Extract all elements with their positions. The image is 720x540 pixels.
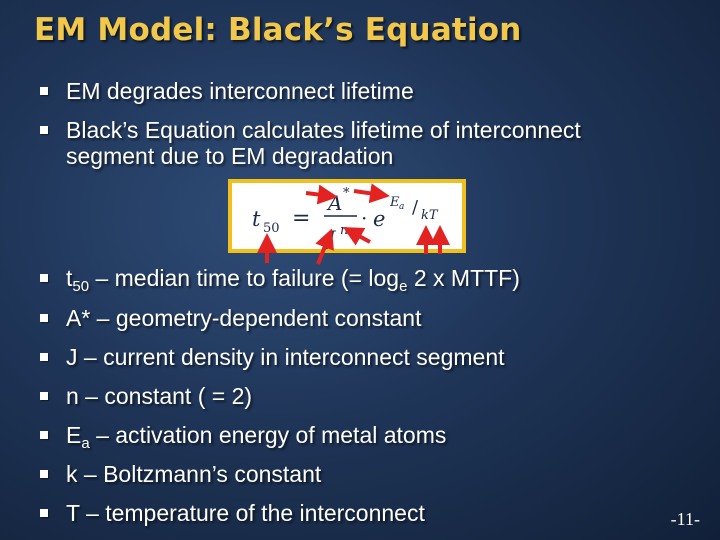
definition-Ea: $E_a$ – activation energy of metal atoms (66, 422, 447, 452)
eq-J: J (327, 226, 336, 249)
eq-kT: kT (421, 208, 438, 223)
bullet-marker (40, 392, 48, 400)
slide-title: EM Model: Black’s Equation (34, 12, 522, 48)
bullet-blacks-equation-line2: segment due to EM degradation (66, 143, 394, 169)
bullet-marker (40, 509, 48, 517)
bullet-em-degrades: EM degrades interconnect lifetime (66, 78, 414, 104)
definition-t50: $t_{50}$ – median time to failure (= $\log_e 2$ x MTTF) (66, 265, 520, 295)
eq-e: e (373, 207, 386, 231)
eq-n: n (340, 223, 349, 238)
definition-n: n – constant ( = 2) (66, 383, 253, 409)
bullet-blacks-equation-line1: Black’s Equation calculates lifetime of interconnect (66, 117, 581, 143)
eq-A-star: * (343, 186, 350, 201)
bullet-marker (40, 470, 48, 478)
eq-t: t (252, 207, 261, 231)
bullet-marker (40, 314, 48, 322)
eq-Ea: E (390, 195, 400, 210)
bullet-marker (40, 431, 48, 439)
definition-T: T – temperature of the interconnect (66, 500, 425, 526)
definition-J: J – current density in interconnect segment (66, 344, 505, 370)
bullet-marker (40, 274, 48, 282)
eq-t-sub: 50 (263, 221, 280, 236)
bullet-marker (40, 87, 48, 95)
blacks-equation (232, 183, 462, 249)
page-number: -11- (670, 509, 700, 529)
definition-A: A* – geometry-dependent constant (66, 305, 422, 331)
eq-slash: / (412, 197, 419, 218)
equation-box (228, 179, 466, 253)
bullet-marker (40, 126, 48, 134)
eq-A: A (328, 191, 343, 215)
definition-k: k – Boltzmann’s constant (66, 461, 322, 487)
eq-equals: = (292, 206, 311, 231)
eq-dot: · (361, 206, 368, 230)
bullet-marker (40, 353, 48, 361)
eq-Ea-sub: a (399, 202, 405, 212)
